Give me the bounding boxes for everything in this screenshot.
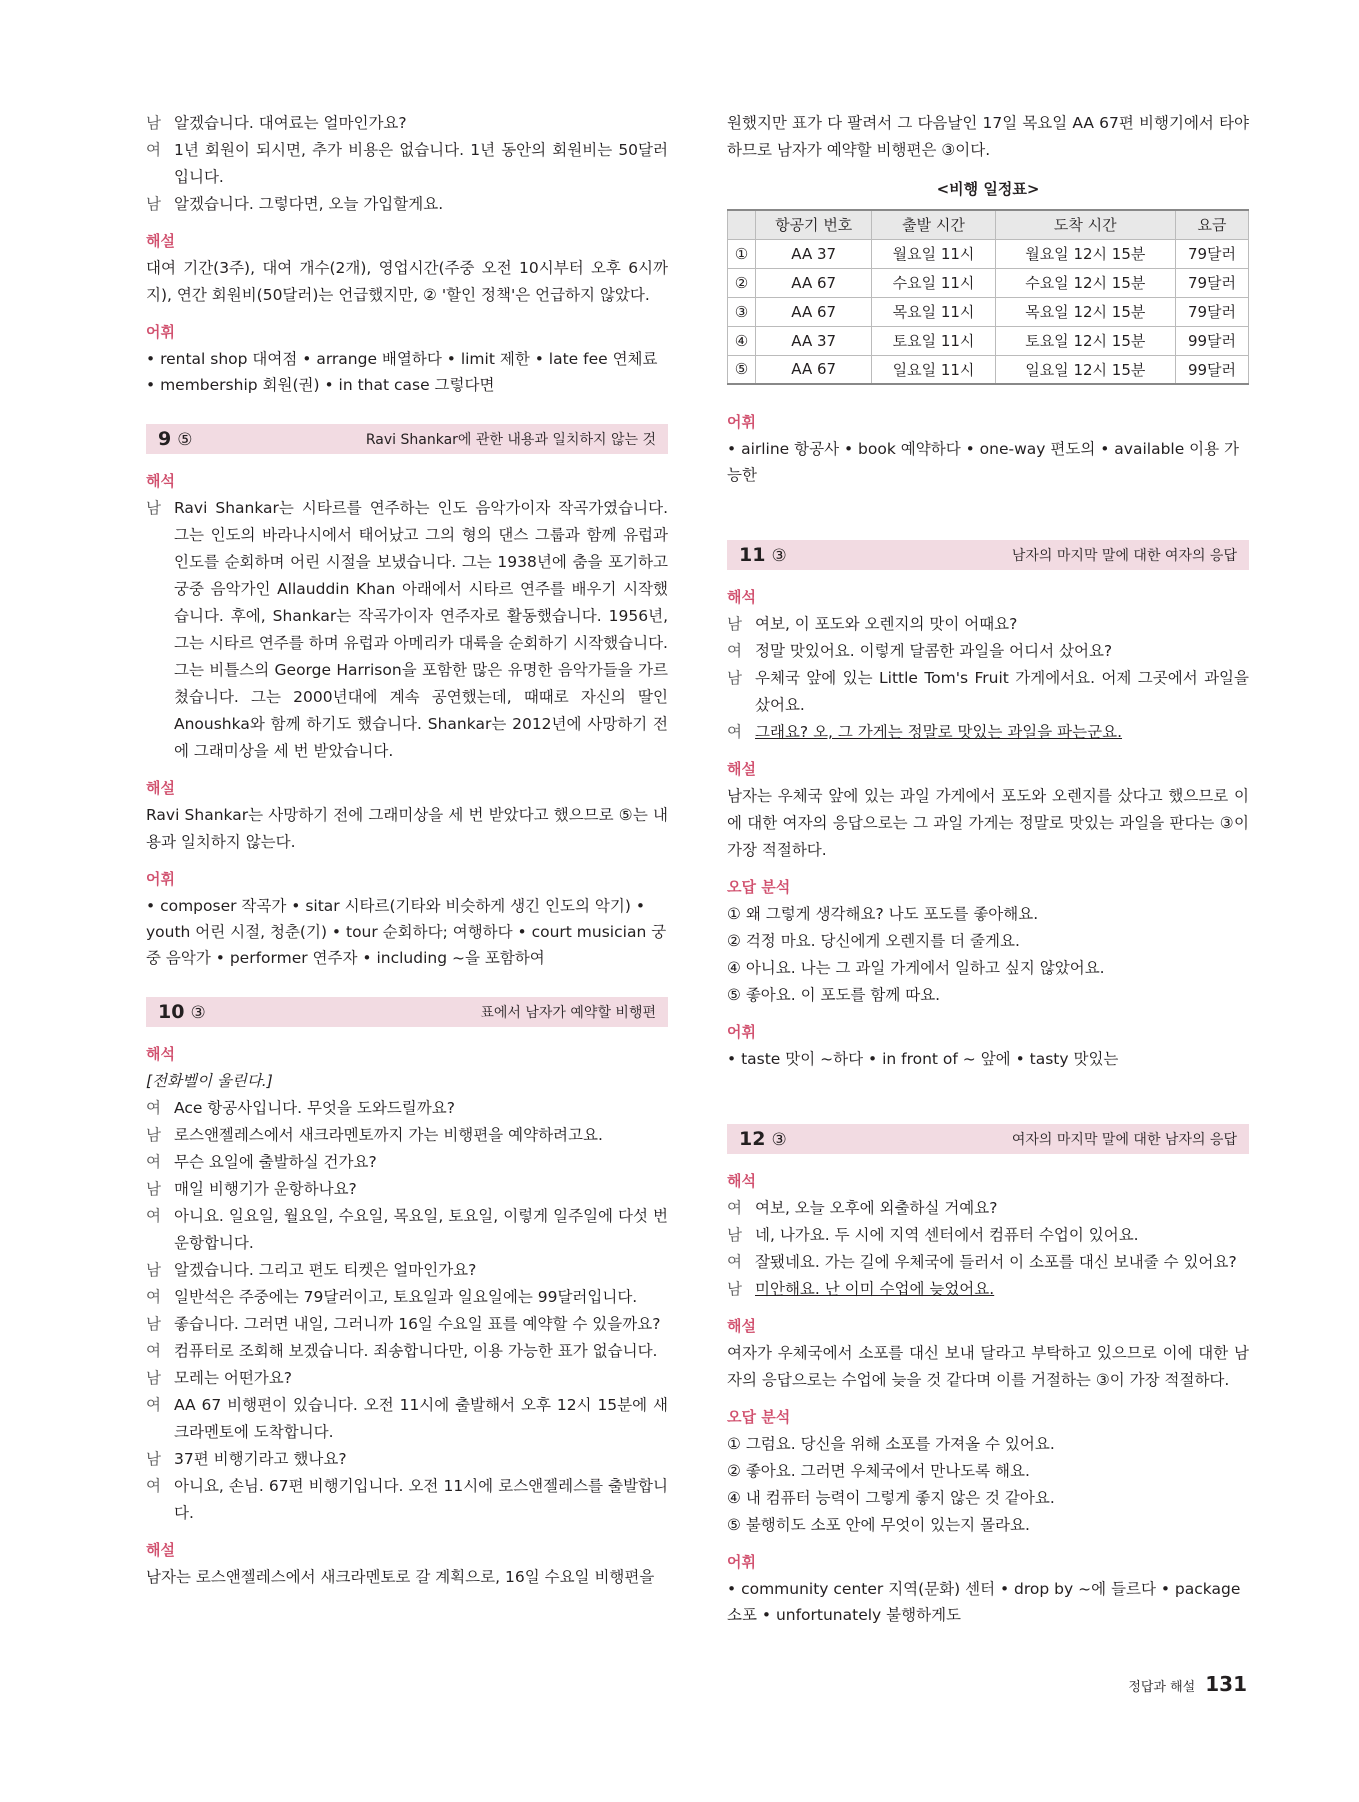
dialog-line	[727, 1249, 1249, 1276]
q12-number: 12 ③	[739, 1128, 787, 1150]
table-cell: 99달러	[1175, 326, 1248, 355]
table-cell: ①	[728, 239, 756, 268]
left-column	[146, 110, 668, 1591]
q12-solution-heading: 해설	[727, 1317, 756, 1335]
q12-solution: 여자가 우체국에서 소포를 대신 보내 달라고 부탁하고 있으므로 이에 대한 남자의 응답으로는 수업에 늦을 것 같다며 이를 거절하는 ③이 가장 적절하다.	[727, 1344, 1249, 1389]
speaker-label: 여	[727, 723, 742, 741]
dialog-line	[146, 1365, 668, 1392]
speaker-label: 여	[146, 1288, 161, 1306]
speaker-label: 남	[146, 195, 161, 213]
table-cell: 79달러	[1175, 239, 1248, 268]
q9-solution-heading: 해설	[146, 779, 175, 797]
q9-monologue-text: Ravi Shankar는 시타르를 연주하는 인도 음악가이자 작곡가였습니다. 그는 인도의 바라나시에서 태어났고 그의 형의 댄스 그룹과 함께 유럽과 인도를 순회하며 어린 시절을 보냈습니다. 그는 1938년에 춤을 포기하고 궁중 음악가인 Allauddin Khan 아래에서 시타르 연주를 배우기 시작했습니다. 후에, Shankar는 작곡가이자 연주자로 활동했습니다. 1956년, 그는 시타르 연주를 하며 유럽과 아메리카 대륙을 순회하기 시작했습니다. 그는 비틀스의 George Harrison을 포함한 많은 유명한 음악가들을 가르쳤습니다. 그는 2000년대에 계속 공연했는데, 때때로 자신의 딸인 Anoushka와 함께 하기도 했습니다. Shankar는 2012년에 사망하기 전에 그래미상을 세 번 받았습니다.	[174, 499, 668, 760]
intro-solution: 대여 기간(3주), 대여 개수(2개), 영업시간(주중 오전 10시부터 오후 6시까지), 연간 회원비(50달러)는 언급했지만, ② '할인 정책'은 언급하지 않았다.	[146, 259, 668, 304]
q9-solution: Ravi Shankar는 사망하기 전에 그래미상을 세 번 받았다고 했으므로 ⑤는 내용과 일치하지 않는다.	[146, 806, 668, 851]
dialog-text: 정말 맛있어요. 이렇게 달콤한 과일을 어디서 샀어요?	[755, 642, 1113, 660]
dialog-line	[146, 1095, 668, 1122]
table-cell: 99달러	[1175, 355, 1248, 384]
table-cell: ⑤	[728, 355, 756, 384]
q9-translation-heading: 해석	[146, 472, 175, 490]
q11-last-line-text: 그래요? 오, 그 가게는 정말로 맛있는 과일을 파는군요.	[755, 723, 1123, 741]
table-cell: 79달러	[1175, 268, 1248, 297]
q10-solution-heading: 해설	[146, 1541, 175, 1559]
speaker-label: 남	[146, 499, 161, 517]
dialog-text: 우체국 앞에 있는 Little Tom's Fruit 가게에서요. 어제 그곳에서 과일을 샀어요.	[755, 669, 1249, 714]
table-cell: 수요일 12시 15분	[995, 268, 1175, 297]
table-cell: AA 67	[756, 355, 872, 384]
dialog-line	[727, 611, 1249, 638]
q12-topic: 여자의 마지막 말에 대한 남자의 응답	[1011, 1132, 1237, 1148]
speaker-label: 여	[146, 1396, 161, 1414]
table-cell: 목요일 12시 15분	[995, 297, 1175, 326]
dialog-text: 좋습니다. 그러면 내일, 그러니까 16일 수요일 표를 예약할 수 있을까요?	[174, 1315, 661, 1333]
q9-topic: Ravi Shankar에 관한 내용과 일치하지 않는 것	[365, 432, 656, 448]
q11-solution-heading: 해설	[727, 760, 756, 778]
table-cell: ④	[728, 326, 756, 355]
q11-translation-heading: 해석	[727, 588, 756, 606]
table-cell: 수요일 11시	[872, 268, 995, 297]
table-body	[728, 239, 1249, 384]
speaker-label: 남	[727, 1226, 742, 1244]
dialog-text: 네, 나가요. 두 시에 지역 센터에서 컴퓨터 수업이 있어요.	[755, 1226, 1139, 1244]
q12-last-line-text: 미안해요. 난 이미 수업에 늦었어요.	[755, 1280, 995, 1298]
q10-solution-continued: 원했지만 표가 다 팔려서 그 다음날인 17일 목요일 AA 67편 비행기에서 타야하므로 남자가 예약할 비행편은 ③이다.	[727, 114, 1249, 159]
dialog-line	[146, 1338, 668, 1365]
speaker-label: 여	[146, 1099, 161, 1117]
wrong-option: ④ 아니요. 나는 그 과일 가게에서 일하고 싶지 않았어요.	[727, 959, 1105, 977]
dialog-line	[146, 1203, 668, 1257]
q10-number: 10 ③	[158, 1001, 206, 1023]
intro-dialog	[146, 110, 668, 218]
q9-vocab: • composer 작곡가 • sitar 시타르(기타와 비슷하게 생긴 인도의 악기) • youth 어린 시절, 청춘(기) • tour 순회하다; 여행하다 • court musician 궁중 음악가 • performer 연주자 • including ~을 포함하여	[146, 897, 667, 967]
speaker-label: 남	[727, 1280, 742, 1298]
dialog-text: 여보, 이 포도와 오렌지의 맛이 어때요?	[755, 615, 1018, 633]
dialog-text: 알겠습니다. 그렇다면, 오늘 가입할게요.	[174, 195, 444, 213]
table-cell: 79달러	[1175, 297, 1248, 326]
q10-topic: 표에서 남자가 예약할 비행편	[480, 1005, 656, 1021]
speaker-label: 남	[146, 1180, 161, 1198]
wrong-option: ② 걱정 마요. 당신에게 오렌지를 더 줄게요.	[727, 932, 1020, 950]
speaker-label: 남	[146, 1126, 161, 1144]
q10-dialog	[146, 1095, 668, 1527]
q12-vocab-heading: 어휘	[727, 1553, 756, 1571]
table-row	[728, 297, 1249, 326]
table-cell: AA 67	[756, 268, 872, 297]
table-cell: AA 37	[756, 326, 872, 355]
dialog-line	[146, 1122, 668, 1149]
speaker-label: 남	[146, 1369, 161, 1387]
q11-wrong-list	[727, 901, 1249, 1009]
table-header-cell: 도착 시간	[995, 210, 1175, 239]
q11-dialog	[727, 611, 1249, 719]
speaker-label: 남	[727, 615, 742, 633]
q9-header-bar	[146, 424, 668, 454]
table-cell: ②	[728, 268, 756, 297]
footer-label: 정답과 해설	[1128, 1680, 1196, 1695]
speaker-label: 남	[146, 114, 161, 132]
dialog-text: 알겠습니다. 대여료는 얼마인가요?	[174, 114, 407, 132]
speaker-label: 남	[727, 669, 742, 687]
dialog-text: 잘됐네요. 가는 길에 우체국에 들러서 이 소포를 대신 보내줄 수 있어요?	[755, 1253, 1237, 1271]
q9-vocab-heading: 어휘	[146, 870, 175, 888]
table-cell: 목요일 11시	[872, 297, 995, 326]
dialog-line	[146, 1446, 668, 1473]
intro-solution-heading: 해설	[146, 232, 175, 250]
dialog-text: 로스앤젤레스에서 새크라멘토까지 가는 비행편을 예약하려고요.	[174, 1126, 603, 1144]
speaker-label: 남	[146, 1450, 161, 1468]
speaker-label: 여	[727, 1253, 742, 1271]
page-number: 131	[1205, 1672, 1247, 1696]
dialog-text: AA 67 비행편이 있습니다. 오전 11시에 출발해서 오후 12시 15분에 새크라멘토에 도착합니다.	[174, 1396, 668, 1441]
q12-last-line	[727, 1276, 1249, 1303]
dialog-text: 여보, 오늘 오후에 외출하실 거예요?	[755, 1199, 998, 1217]
table-row	[728, 268, 1249, 297]
dialog-line	[727, 1195, 1249, 1222]
wrong-option: ① 왜 그렇게 생각해요? 나도 포도를 좋아해요.	[727, 905, 1039, 923]
q12-vocab: • community center 지역(문화) 센터 • drop by ~에 들르다 • package 소포 • unfortunately 불행하게도	[727, 1580, 1241, 1624]
table-cell: 토요일 12시 15분	[995, 326, 1175, 355]
q11-vocab-heading: 어휘	[727, 1023, 756, 1041]
speaker-label: 여	[146, 1342, 161, 1360]
dialog-text: 아니요, 손님. 67편 비행기입니다. 오전 11시에 로스앤젤레스를 출발합니다.	[174, 1477, 668, 1522]
flight-table-caption: <비행 일정표>	[936, 180, 1040, 198]
q10-solution-start: 남자는 로스앤젤레스에서 새크라멘토로 갈 계획으로, 16일 수요일 비행편을	[146, 1568, 655, 1586]
dialog-line	[146, 1257, 668, 1284]
q11-vocab: • taste 맛이 ~하다 • in front of ~ 앞에 • tasty 맛있는	[727, 1050, 1119, 1068]
q11-last-line	[727, 719, 1249, 746]
speaker-label: 여	[146, 1477, 161, 1495]
q12-header-bar	[727, 1124, 1249, 1154]
wrong-option: ④ 내 컴퓨터 능력이 그렇게 좋지 않은 것 같아요.	[727, 1489, 1055, 1507]
table-cell: AA 67	[756, 297, 872, 326]
table-row	[728, 326, 1249, 355]
speaker-label: 남	[146, 1261, 161, 1279]
speaker-label: 여	[146, 1153, 161, 1171]
dialog-text: 무슨 요일에 출발하실 건가요?	[174, 1153, 377, 1171]
dialog-text: 아니요. 일요일, 월요일, 수요일, 목요일, 토요일, 이렇게 일주일에 다섯 번 운항합니다.	[174, 1207, 668, 1252]
q12-translation-heading: 해석	[727, 1172, 756, 1190]
dialog-line	[146, 1176, 668, 1203]
q10-vocab: • airline 항공사 • book 예약하다 • one-way 편도의 • available 이용 가능한	[727, 440, 1240, 484]
right-column	[727, 110, 1249, 1628]
page-footer	[1128, 1672, 1247, 1696]
dialog-text: 1년 회원이 되시면, 추가 비용은 없습니다. 1년 동안의 회원비는 50달러 입니다.	[174, 141, 668, 186]
table-cell: 일요일 12시 15분	[995, 355, 1175, 384]
table-row	[728, 239, 1249, 268]
q10-vocab-heading: 어휘	[727, 413, 756, 431]
dialog-line	[146, 137, 668, 191]
table-row	[728, 355, 1249, 384]
speaker-label: 여	[727, 642, 742, 660]
dialog-line	[727, 638, 1249, 665]
table-cell: 월요일 12시 15분	[995, 239, 1175, 268]
dialog-line	[727, 665, 1249, 719]
table-cell: AA 37	[756, 239, 872, 268]
q10-header-bar	[146, 997, 668, 1027]
dialog-text: 알겠습니다. 그리고 편도 티켓은 얼마인가요?	[174, 1261, 477, 1279]
table-header-cell: 요금	[1175, 210, 1248, 239]
dialog-line	[146, 110, 668, 137]
wrong-option: ⑤ 좋아요. 이 포도를 함께 따요.	[727, 986, 941, 1004]
q11-topic: 남자의 마지막 말에 대한 여자의 응답	[1011, 548, 1237, 564]
q9-monologue	[146, 495, 668, 765]
intro-vocab-heading: 어휘	[146, 323, 175, 341]
dialog-text: 매일 비행기가 운항하나요?	[174, 1180, 357, 1198]
q12-dialog	[727, 1195, 1249, 1276]
q11-header-bar	[727, 540, 1249, 570]
dialog-line	[146, 1392, 668, 1446]
speaker-label: 여	[146, 1207, 161, 1225]
q12-wrong-heading: 오답 분석	[727, 1408, 791, 1426]
table-cell: 월요일 11시	[872, 239, 995, 268]
dialog-line	[146, 1473, 668, 1527]
table-cell: 일요일 11시	[872, 355, 995, 384]
table-header-row	[728, 210, 1249, 239]
q9-number: 9 ⑤	[158, 428, 193, 450]
dialog-line	[146, 1311, 668, 1338]
table-header-cell: 출발 시간	[872, 210, 995, 239]
dialog-text: 모레는 어떤가요?	[174, 1369, 292, 1387]
speaker-label: 여	[146, 141, 161, 159]
dialog-line	[146, 1284, 668, 1311]
q10-stage-direction: [전화벨이 울린다.]	[146, 1072, 273, 1090]
intro-vocab: • rental shop 대여점 • arrange 배열하다 • limit 제한 • late fee 연체료 • membership 회원(권) • in that case 그렇다면	[146, 350, 658, 394]
wrong-option: ⑤ 불행히도 소포 안에 무엇이 있는지 몰라요.	[727, 1516, 1030, 1534]
wrong-option: ① 그럼요. 당신을 위해 소포를 가져올 수 있어요.	[727, 1435, 1055, 1453]
q11-wrong-heading: 오답 분석	[727, 878, 791, 896]
table-header-cell	[728, 210, 756, 239]
speaker-label: 여	[727, 1199, 742, 1217]
dialog-line	[727, 1222, 1249, 1249]
q11-number: 11 ③	[739, 544, 787, 566]
dialog-text: 37편 비행기라고 했나요?	[174, 1450, 347, 1468]
dialog-line	[146, 1149, 668, 1176]
table-cell: 토요일 11시	[872, 326, 995, 355]
speaker-label: 남	[146, 1315, 161, 1333]
q11-solution: 남자는 우체국 앞에 있는 과일 가게에서 포도와 오렌지를 샀다고 했으므로 이에 대한 여자의 응답으로는 그 과일 가게는 정말로 맛있는 과일을 판다는 ③이 가장 적절하다.	[727, 787, 1249, 859]
q12-wrong-list	[727, 1431, 1249, 1539]
dialog-text: Ace 항공사입니다. 무엇을 도와드릴까요?	[174, 1099, 455, 1117]
wrong-option: ② 좋아요. 그러면 우체국에서 만나도록 해요.	[727, 1462, 1030, 1480]
table-header-cell: 항공기 번호	[756, 210, 872, 239]
table-cell: ③	[728, 297, 756, 326]
dialog-text: 일반석은 주중에는 79달러이고, 토요일과 일요일에는 99달러입니다.	[174, 1288, 638, 1306]
dialog-line	[146, 191, 668, 218]
dialog-text: 컴퓨터로 조회해 보겠습니다. 죄송합니다만, 이용 가능한 표가 없습니다.	[174, 1342, 658, 1360]
flight-schedule-table	[727, 209, 1249, 385]
q10-translation-heading: 해석	[146, 1045, 175, 1063]
